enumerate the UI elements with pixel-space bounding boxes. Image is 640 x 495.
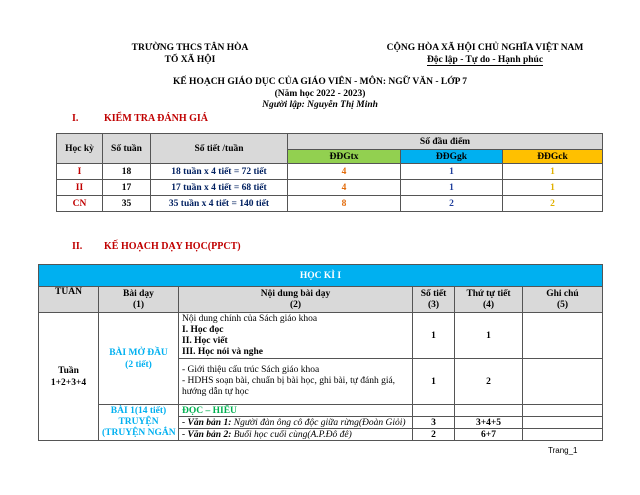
section-1-number: I. [72,113,79,124]
note-cell [523,359,603,405]
document-title: KẾ HOẠCH GIÁO DỤC CỦA GIÁO VIÊN - MÔN: NGỮ VĂN - LỚP 7 [172,77,468,87]
periods-cell [413,405,455,417]
lesson-intro-cell: BÀI MỞ ĐẦU (2 tiết) [99,313,179,405]
gk-cell: 1 [401,180,503,196]
note-cell [523,313,603,359]
header-scores: Số đầu điểm [288,134,603,150]
note-cell [523,405,603,417]
table-row [57,164,603,180]
header-note: Ghi chú (5) [523,287,603,313]
ck-cell: 1 [503,164,603,180]
group-name: TỔ XÃ HỘI [164,55,216,65]
header-weeks: Số tuần [103,134,151,164]
periods-cell: 2 [413,429,455,441]
republic-name: CỘNG HÒA XÃ HỘI CHỦ NGHĨA VIỆT NAM [386,43,584,53]
header-gk: ĐĐGgk [401,150,503,164]
note-cell [523,429,603,441]
author: Người lập: Nguyễn Thị Minh [262,100,378,110]
content-cell: Nội dung chính của Sách giáo khoa I. Học đọc II. Học viết III. Học nói và nghe [179,313,413,359]
header-lesson: Bài dạy (1) [99,287,179,313]
table-row [57,196,603,212]
periods-cell: 17 tuần x 4 tiết = 68 tiết [151,180,288,196]
weeks-cell: 17 [103,180,151,196]
note-cell [523,417,603,429]
ck-cell: 2 [503,196,603,212]
header-content: Nội dung bài dạy (2) [179,287,413,313]
tx-cell: 8 [288,196,401,212]
header-term: Học kỳ [57,134,103,164]
order-cell: 1 [455,313,523,359]
tx-cell: 4 [288,180,401,196]
page-number: Trang_1 [548,446,578,455]
periods-cell: 1 [413,313,455,359]
motto: Độc lập - Tự do - Hạnh phúc [426,55,544,65]
order-cell [455,405,523,417]
header-tx: ĐĐGtx [288,150,401,164]
reading-label: ĐỌC – HIỂU [179,405,413,417]
semester-header: HỌC KÌ I [39,265,603,287]
header-periods: Số tiết /tuần [151,134,288,164]
header-week: TUẦN [39,287,99,313]
term-cell: I [57,164,103,180]
tx-cell: 4 [288,164,401,180]
header-order: Thứ tự tiết (4) [455,287,523,313]
order-cell: 2 [455,359,523,405]
table-row [39,313,603,359]
section-2-number: II. [72,241,83,252]
content-cell: - Văn bản 2: Buổi học cuối cùng(A.P.Đô đê) [179,429,413,441]
school-year: (Năm học 2022 - 2023) [274,89,366,99]
table-row [57,180,603,196]
weeks-cell: 18 [103,164,151,180]
assessment-table [56,133,603,212]
lesson-1-cell: BÀI 1(14 tiết) TRUYỆN (TRUYỆN NGẮN [99,405,179,441]
gk-cell: 1 [401,164,503,180]
periods-cell: 35 tuần x 4 tiết = 140 tiết [151,196,288,212]
school-name: TRƯỜNG THCS TÂN HÒA [131,43,249,53]
gk-cell: 2 [401,196,503,212]
weeks-cell: 35 [103,196,151,212]
periods-cell: 1 [413,359,455,405]
header-ck: ĐĐGck [503,150,603,164]
ck-cell: 1 [503,180,603,196]
periods-cell: 3 [413,417,455,429]
section-2-title: KẾ HOẠCH DẠY HỌC(PPCT) [104,241,241,252]
plan-table [38,264,603,441]
term-cell: II [57,180,103,196]
order-cell: 3+4+5 [455,417,523,429]
order-cell: 6+7 [455,429,523,441]
term-cell: CN [57,196,103,212]
week-cell: Tuần 1+2+3+4 [39,313,99,441]
header-periods: Số tiết (3) [413,287,455,313]
section-1-title: KIỂM TRA ĐÁNH GIÁ [104,113,208,124]
content-cell: - Giới thiệu cấu trúc Sách giáo khoa - HDHS soạn bài, chuẩn bị bài học, ghi bài, tự đánh giá, hướng dẫn tự học [179,359,413,405]
table-row [39,405,603,417]
content-cell: - Văn bản 1: Người đàn ông cô độc giữa rừng(Đoàn Giỏi) [179,417,413,429]
periods-cell: 18 tuần x 4 tiết = 72 tiết [151,164,288,180]
